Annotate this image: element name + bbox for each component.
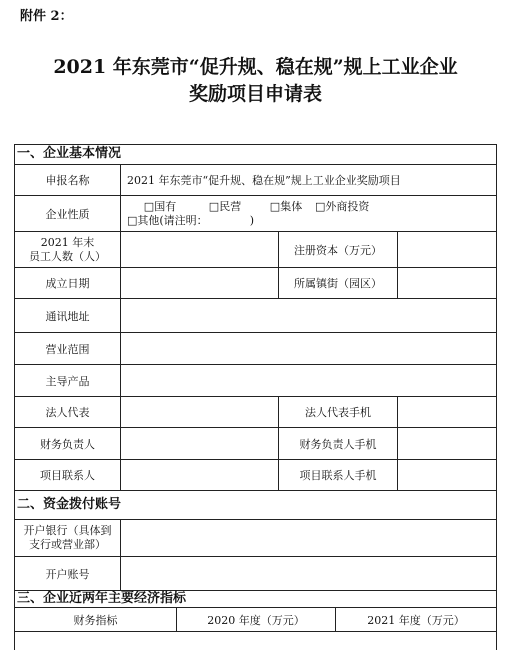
- bank-label: [15, 520, 120, 556]
- nature-option-private[interactable]: □民营: [208, 199, 242, 213]
- town-label: 所属镇街（园区）: [278, 268, 397, 298]
- year-2020-header: 2020 年度（万元）: [176, 608, 335, 631]
- row-main-product: [15, 364, 496, 396]
- enterprise-nature-options: [120, 196, 496, 231]
- year-2021-header: 2021 年度（万元）: [335, 608, 496, 631]
- finance-head-phone-value-field[interactable]: [397, 428, 496, 459]
- account-number-value-field[interactable]: [120, 557, 496, 590]
- row-enterprise-nature: [15, 195, 496, 231]
- section-economic-header: [15, 590, 496, 607]
- section-economic-title: 三、企业近两年主要经济指标: [17, 591, 187, 606]
- enterprise-nature-label: 企业性质: [45, 207, 90, 221]
- established-label: 成立日期: [45, 277, 90, 290]
- legal-rep-value-field[interactable]: [120, 397, 278, 427]
- row-account-number: [15, 556, 496, 590]
- business-scope-value-field[interactable]: [120, 333, 496, 364]
- employees-label-line1: 2021 年末: [40, 235, 95, 249]
- finance-head-label: 财务负责人: [40, 437, 95, 451]
- address-value-field[interactable]: [120, 299, 496, 332]
- bank-label-line1: 开户银行（具体到: [23, 524, 112, 537]
- established-value-field[interactable]: [120, 268, 278, 298]
- row-established-town: [15, 267, 496, 298]
- employees-label-line2: 员工人数（人）: [29, 249, 106, 263]
- indicator-header: 财务指标: [73, 613, 118, 627]
- bank-value-field[interactable]: [120, 520, 496, 556]
- address-label: 通讯地址: [45, 309, 90, 323]
- section-account-title: 二、资金拨付账号: [17, 497, 122, 512]
- row-project-name: [15, 164, 496, 195]
- main-product-value-field[interactable]: [120, 365, 496, 396]
- nature-option-state-owned[interactable]: □国有: [143, 199, 177, 213]
- registered-capital-value-field[interactable]: [397, 232, 496, 267]
- section-basic-title: 一、企业基本情况: [17, 146, 122, 161]
- annex-label: 附件 2：: [20, 9, 73, 24]
- section-account-header: [15, 490, 496, 519]
- application-form-table: [14, 144, 497, 650]
- nature-other-line: [127, 214, 254, 228]
- business-scope-label: 营业范围: [45, 342, 90, 356]
- form-title-line-1: 2021 年东莞市“促升规、稳在规”规上工业企业: [53, 56, 458, 78]
- row-finance-head: [15, 427, 496, 459]
- row-employees-capital: [15, 231, 496, 267]
- nature-option-other[interactable]: □其他(请注明：: [127, 213, 208, 227]
- employees-label: [15, 232, 120, 267]
- finance-head-value-field[interactable]: [120, 428, 278, 459]
- legal-rep-label: 法人代表: [45, 406, 90, 419]
- bank-label-line2: 支行或营业部）: [29, 538, 106, 551]
- account-number-label: 开户账号: [45, 567, 90, 581]
- nature-option-collective[interactable]: □集体: [269, 199, 303, 213]
- row-legal-rep: [15, 396, 496, 427]
- legal-rep-phone-label: 法人代表手机: [278, 397, 397, 427]
- row-contact: [15, 459, 496, 490]
- row-bank: [15, 519, 496, 556]
- legal-rep-phone-value-field[interactable]: [397, 397, 496, 427]
- form-title-line-2: 奖励项目申请表: [188, 83, 322, 105]
- row-address: [15, 298, 496, 332]
- nature-option-foreign[interactable]: □外商投资: [315, 199, 370, 213]
- contact-phone-value-field[interactable]: [397, 460, 496, 490]
- contact-value-field[interactable]: [120, 460, 278, 490]
- section-basic-header: [15, 144, 496, 164]
- registered-capital-label: 注册资本（万元）: [278, 232, 397, 267]
- town-value-field[interactable]: [397, 268, 496, 298]
- finance-head-phone-label: 财务负责人手机: [278, 428, 397, 459]
- employees-value-field[interactable]: [120, 232, 278, 267]
- row-economic-headers: [15, 607, 496, 632]
- project-name-value: 2021 年东莞市“促升规、稳在规”规上工业企业奖励项目: [120, 165, 496, 195]
- contact-phone-label: 项目联系人手机: [278, 460, 397, 490]
- nature-options-line: [127, 200, 369, 214]
- contact-label: 项目联系人: [40, 469, 95, 482]
- main-product-label: 主导产品: [45, 374, 90, 388]
- project-name-label: 申报名称: [45, 174, 90, 187]
- row-business-scope: [15, 332, 496, 364]
- nature-other-close: ): [249, 213, 254, 227]
